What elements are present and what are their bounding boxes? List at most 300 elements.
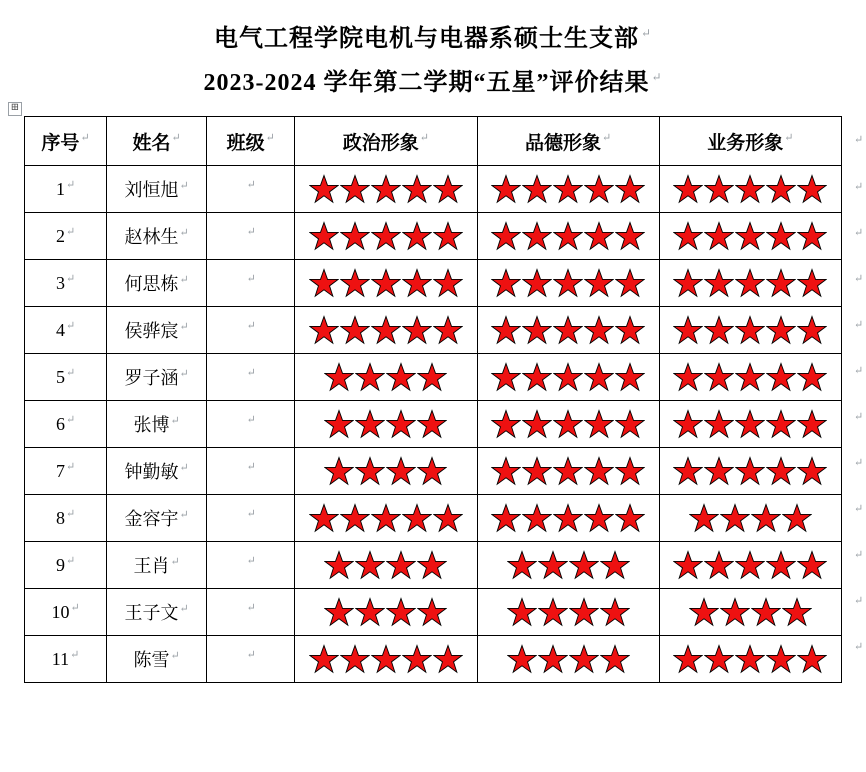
cell-index: [25, 495, 107, 542]
row-index-label: 3: [55, 273, 65, 293]
star-icon: [417, 409, 447, 439]
page-title-text-2: 2023-2024 学年第二学期“五星”评价结果: [203, 70, 650, 96]
star-icon: [782, 503, 812, 533]
star-icon: [797, 268, 827, 298]
cell-class: [207, 401, 295, 448]
star-icon: [402, 174, 432, 204]
star-rating: [480, 174, 657, 204]
cell-mark-icon: ↵: [170, 650, 180, 662]
cell-politics-stars: [295, 589, 477, 636]
cell-index: [25, 307, 107, 354]
table-body: [25, 166, 842, 683]
star-icon: [309, 315, 339, 345]
star-icon: [673, 362, 703, 392]
star-icon: [553, 362, 583, 392]
star-icon: [538, 550, 568, 580]
student-name-label: 陈雪: [133, 650, 170, 670]
cell-politics-stars: [295, 166, 477, 213]
star-icon: [673, 550, 703, 580]
star-icon: [433, 174, 463, 204]
cell-business-stars: [659, 542, 841, 589]
cell-name: [107, 495, 207, 542]
star-icon: [324, 362, 354, 392]
star-icon: [433, 268, 463, 298]
cell-mark-icon: ↵: [65, 555, 76, 567]
star-rating: [297, 503, 474, 533]
cell-name: [107, 589, 207, 636]
cell-mark-icon: ↵: [179, 180, 189, 192]
student-name-label: 刘恒旭: [124, 180, 179, 200]
star-icon: [522, 456, 552, 486]
star-icon: [720, 503, 750, 533]
star-rating: [297, 550, 474, 580]
star-icon: [433, 221, 463, 251]
row-index-label: 5: [55, 367, 65, 387]
star-icon: [766, 550, 796, 580]
star-icon: [797, 409, 827, 439]
star-rating: [480, 503, 657, 533]
star-icon: [673, 644, 703, 674]
cell-mark-icon: ↵: [170, 415, 180, 427]
star-icon: [569, 550, 599, 580]
cell-name: [107, 260, 207, 307]
star-icon: [584, 362, 614, 392]
table-row: [25, 213, 842, 260]
cell-mark-icon: ↵: [65, 320, 76, 332]
star-icon: [615, 456, 645, 486]
column-header-politics-label: 政治形象: [342, 132, 419, 154]
page-title-text-1: 电气工程学院电机与电器系硕士生支部: [213, 26, 639, 52]
star-rating: [662, 550, 839, 580]
star-icon: [751, 503, 781, 533]
star-icon: [704, 221, 734, 251]
star-icon: [735, 409, 765, 439]
cell-class: [207, 542, 295, 589]
star-icon: [386, 550, 416, 580]
cell-mark-icon: ↵: [179, 509, 189, 521]
star-icon: [340, 644, 370, 674]
star-icon: [673, 268, 703, 298]
star-icon: [584, 315, 614, 345]
cell-business-stars: [659, 307, 841, 354]
cell-class: [207, 166, 295, 213]
star-icon: [782, 597, 812, 627]
star-icon: [766, 644, 796, 674]
star-icon: [553, 409, 583, 439]
star-icon: [735, 315, 765, 345]
evaluation-table: [24, 116, 842, 683]
star-icon: [704, 268, 734, 298]
cell-index: [25, 401, 107, 448]
star-icon: [615, 268, 645, 298]
row-index-label: 10: [51, 602, 70, 622]
star-rating: [297, 315, 474, 345]
student-name-label: 何思栋: [124, 274, 179, 294]
star-icon: [371, 174, 401, 204]
star-icon: [355, 456, 385, 486]
cell-name: [107, 354, 207, 401]
cell-morality-stars: [477, 307, 659, 354]
cell-name: [107, 542, 207, 589]
star-icon: [371, 644, 401, 674]
star-icon: [584, 221, 614, 251]
cell-business-stars: [659, 636, 841, 683]
row-end-marks: [854, 116, 866, 670]
star-icon: [324, 456, 354, 486]
star-icon: [507, 550, 537, 580]
star-icon: [507, 644, 537, 674]
star-icon: [402, 644, 432, 674]
table-row: [25, 166, 842, 213]
star-icon: [797, 550, 827, 580]
star-icon: [491, 315, 521, 345]
star-icon: [704, 362, 734, 392]
star-icon: [735, 268, 765, 298]
paragraph-mark-icon: ↵: [651, 70, 663, 84]
row-index-label: 7: [55, 461, 65, 481]
star-rating: [662, 362, 839, 392]
row-end-mark-icon: ↵: [854, 365, 864, 377]
cell-morality-stars: [477, 589, 659, 636]
star-icon: [584, 503, 614, 533]
star-rating: [297, 362, 474, 392]
star-icon: [584, 174, 614, 204]
cell-morality-stars: [477, 542, 659, 589]
student-name-label: 金容宇: [124, 509, 179, 529]
cell-morality-stars: [477, 260, 659, 307]
cell-mark-icon: ↵: [179, 462, 189, 474]
cell-morality-stars: [477, 213, 659, 260]
row-end-mark-icon: ↵: [854, 181, 864, 193]
star-icon: [417, 456, 447, 486]
star-icon: [766, 174, 796, 204]
star-icon: [417, 362, 447, 392]
row-index-label: 6: [55, 414, 65, 434]
star-icon: [553, 268, 583, 298]
star-rating: [480, 221, 657, 251]
cell-politics-stars: [295, 636, 477, 683]
star-icon: [553, 456, 583, 486]
star-icon: [371, 315, 401, 345]
star-icon: [386, 362, 416, 392]
star-icon: [324, 409, 354, 439]
star-icon: [584, 456, 614, 486]
star-icon: [553, 174, 583, 204]
row-end-mark-icon: ↵: [854, 549, 864, 561]
student-name-label: 王子文: [124, 603, 179, 623]
row-end-mark-icon: ↵: [854, 227, 864, 239]
star-icon: [324, 597, 354, 627]
star-icon: [553, 221, 583, 251]
cell-name: [107, 213, 207, 260]
page-title-line-2: [203, 58, 662, 102]
cell-index: [25, 448, 107, 495]
table-select-icon[interactable]: ⊞: [8, 102, 22, 116]
cell-index: [25, 589, 107, 636]
cell-politics-stars: [295, 401, 477, 448]
cell-mark-icon: ↵: [246, 179, 256, 191]
cell-index: [25, 354, 107, 401]
star-rating: [662, 644, 839, 674]
star-rating: [662, 597, 839, 627]
star-icon: [491, 268, 521, 298]
cell-mark-icon: ↵: [65, 461, 76, 473]
star-icon: [797, 362, 827, 392]
cell-politics-stars: [295, 448, 477, 495]
cell-politics-stars: [295, 354, 477, 401]
star-icon: [402, 221, 432, 251]
star-icon: [386, 409, 416, 439]
cell-mark-icon: ↵: [179, 321, 189, 333]
star-icon: [324, 550, 354, 580]
star-rating: [662, 409, 839, 439]
cell-class: [207, 213, 295, 260]
star-icon: [704, 409, 734, 439]
star-icon: [673, 315, 703, 345]
star-rating: [480, 550, 657, 580]
cell-name: [107, 636, 207, 683]
cell-mark-icon: ↵: [65, 414, 76, 426]
cell-mark-icon: ↵: [246, 649, 256, 661]
star-rating: [297, 644, 474, 674]
row-index-label: 2: [55, 226, 65, 246]
star-icon: [433, 503, 463, 533]
cell-class: [207, 589, 295, 636]
star-icon: [491, 456, 521, 486]
star-icon: [433, 644, 463, 674]
cell-index: [25, 166, 107, 213]
star-icon: [673, 456, 703, 486]
star-icon: [615, 315, 645, 345]
star-icon: [522, 174, 552, 204]
star-rating: [480, 409, 657, 439]
star-icon: [340, 268, 370, 298]
star-icon: [797, 315, 827, 345]
cell-mark-icon: ↵: [70, 602, 80, 614]
star-icon: [704, 456, 734, 486]
student-name-label: 赵林生: [124, 227, 179, 247]
cell-business-stars: [659, 213, 841, 260]
student-name-label: 罗子涵: [124, 368, 179, 388]
cell-class: [207, 354, 295, 401]
star-icon: [689, 597, 719, 627]
star-icon: [615, 174, 645, 204]
cell-name: [107, 307, 207, 354]
cell-mark-icon: ↵: [179, 368, 189, 380]
star-icon: [704, 174, 734, 204]
cell-morality-stars: [477, 401, 659, 448]
star-icon: [615, 221, 645, 251]
cell-index: [25, 542, 107, 589]
cell-mark-icon: ↵: [170, 556, 180, 568]
paragraph-mark-icon: ↵: [640, 26, 653, 40]
cell-morality-stars: [477, 166, 659, 213]
star-rating: [480, 456, 657, 486]
star-rating: [297, 268, 474, 298]
star-rating: [662, 456, 839, 486]
column-header-name-label: 姓名: [132, 132, 171, 154]
row-end-mark-icon: ↵: [854, 319, 864, 331]
column-header-morality-label: 品德形象: [525, 132, 602, 154]
column-header-business-label: 业务形象: [707, 132, 784, 154]
evaluation-table-wrapper: [10, 102, 864, 683]
star-icon: [309, 503, 339, 533]
star-icon: [402, 503, 432, 533]
row-index-label: 11: [51, 649, 70, 669]
table-row: [25, 448, 842, 495]
star-icon: [689, 503, 719, 533]
document-title-block: [0, 0, 866, 102]
star-icon: [386, 456, 416, 486]
table-row: [25, 542, 842, 589]
star-icon: [538, 597, 568, 627]
cell-mark-icon: ↵: [784, 132, 794, 145]
cell-index: [25, 260, 107, 307]
star-icon: [340, 315, 370, 345]
star-icon: [340, 221, 370, 251]
star-icon: [507, 597, 537, 627]
student-name-label: 侯骅宸: [124, 321, 179, 341]
star-rating: [297, 174, 474, 204]
column-header-politics: [295, 117, 477, 166]
star-icon: [522, 362, 552, 392]
row-end-mark-icon: ↵: [854, 411, 864, 423]
star-icon: [797, 456, 827, 486]
star-rating: [662, 503, 839, 533]
column-header-name: [107, 117, 207, 166]
star-icon: [417, 550, 447, 580]
star-icon: [522, 315, 552, 345]
cell-business-stars: [659, 589, 841, 636]
star-icon: [720, 597, 750, 627]
cell-mark-icon: ↵: [80, 132, 90, 145]
star-rating: [662, 268, 839, 298]
star-icon: [491, 174, 521, 204]
cell-mark-icon: ↵: [65, 367, 76, 379]
star-icon: [615, 409, 645, 439]
student-name-label: 张博: [133, 415, 170, 435]
star-icon: [491, 503, 521, 533]
star-icon: [735, 456, 765, 486]
cell-class: [207, 495, 295, 542]
star-icon: [553, 315, 583, 345]
table-row: [25, 636, 842, 683]
cell-mark-icon: ↵: [246, 273, 256, 285]
cell-mark-icon: ↵: [65, 508, 76, 520]
star-icon: [766, 315, 796, 345]
star-icon: [735, 644, 765, 674]
star-icon: [797, 644, 827, 674]
star-icon: [402, 315, 432, 345]
cell-business-stars: [659, 401, 841, 448]
star-icon: [309, 174, 339, 204]
cell-politics-stars: [295, 213, 477, 260]
star-icon: [340, 503, 370, 533]
cell-mark-icon: ↵: [246, 320, 256, 332]
row-end-mark-icon: ↵: [854, 641, 864, 653]
page-title-line-1: [214, 14, 652, 58]
star-icon: [569, 644, 599, 674]
star-icon: [615, 503, 645, 533]
student-name-label: 王肖: [133, 556, 170, 576]
star-icon: [615, 362, 645, 392]
star-icon: [522, 268, 552, 298]
star-icon: [766, 221, 796, 251]
cell-mark-icon: ↵: [265, 132, 275, 145]
star-icon: [371, 503, 401, 533]
cell-morality-stars: [477, 448, 659, 495]
star-icon: [600, 644, 630, 674]
table-row: [25, 401, 842, 448]
table-header-row: [25, 117, 842, 166]
row-end-mark-icon: ↵: [854, 273, 864, 285]
star-icon: [584, 268, 614, 298]
star-icon: [673, 409, 703, 439]
star-icon: [735, 550, 765, 580]
column-header-class-label: 班级: [226, 132, 265, 154]
cell-mark-icon: ↵: [65, 273, 76, 285]
cell-business-stars: [659, 495, 841, 542]
row-index-label: 1: [55, 179, 65, 199]
table-row: [25, 495, 842, 542]
table-row: [25, 260, 842, 307]
star-icon: [751, 597, 781, 627]
cell-morality-stars: [477, 354, 659, 401]
row-index-label: 9: [55, 555, 65, 575]
star-icon: [569, 597, 599, 627]
star-icon: [704, 550, 734, 580]
cell-index: [25, 636, 107, 683]
cell-politics-stars: [295, 260, 477, 307]
cell-class: [207, 307, 295, 354]
star-rating: [480, 644, 657, 674]
cell-mark-icon: ↵: [246, 602, 256, 614]
star-icon: [491, 221, 521, 251]
cell-business-stars: [659, 260, 841, 307]
star-icon: [309, 221, 339, 251]
row-end-mark-icon: ↵: [854, 503, 864, 515]
star-icon: [766, 268, 796, 298]
cell-name: [107, 401, 207, 448]
cell-morality-stars: [477, 495, 659, 542]
star-rating: [662, 174, 839, 204]
star-icon: [355, 409, 385, 439]
star-icon: [491, 409, 521, 439]
column-header-class: [207, 117, 295, 166]
cell-mark-icon: ↵: [70, 649, 80, 661]
star-rating: [480, 597, 657, 627]
cell-mark-icon: ↵: [246, 226, 256, 238]
star-icon: [309, 268, 339, 298]
star-icon: [538, 644, 568, 674]
star-icon: [766, 456, 796, 486]
cell-class: [207, 636, 295, 683]
star-icon: [522, 503, 552, 533]
cell-mark-icon: ↵: [602, 132, 612, 145]
cell-politics-stars: [295, 495, 477, 542]
star-rating: [480, 315, 657, 345]
cell-mark-icon: ↵: [246, 555, 256, 567]
row-end-mark-icon: ↵: [854, 457, 864, 469]
star-icon: [402, 268, 432, 298]
star-icon: [340, 174, 370, 204]
star-icon: [355, 550, 385, 580]
star-icon: [766, 362, 796, 392]
star-rating: [480, 362, 657, 392]
cell-business-stars: [659, 354, 841, 401]
cell-name: [107, 166, 207, 213]
star-rating: [297, 221, 474, 251]
